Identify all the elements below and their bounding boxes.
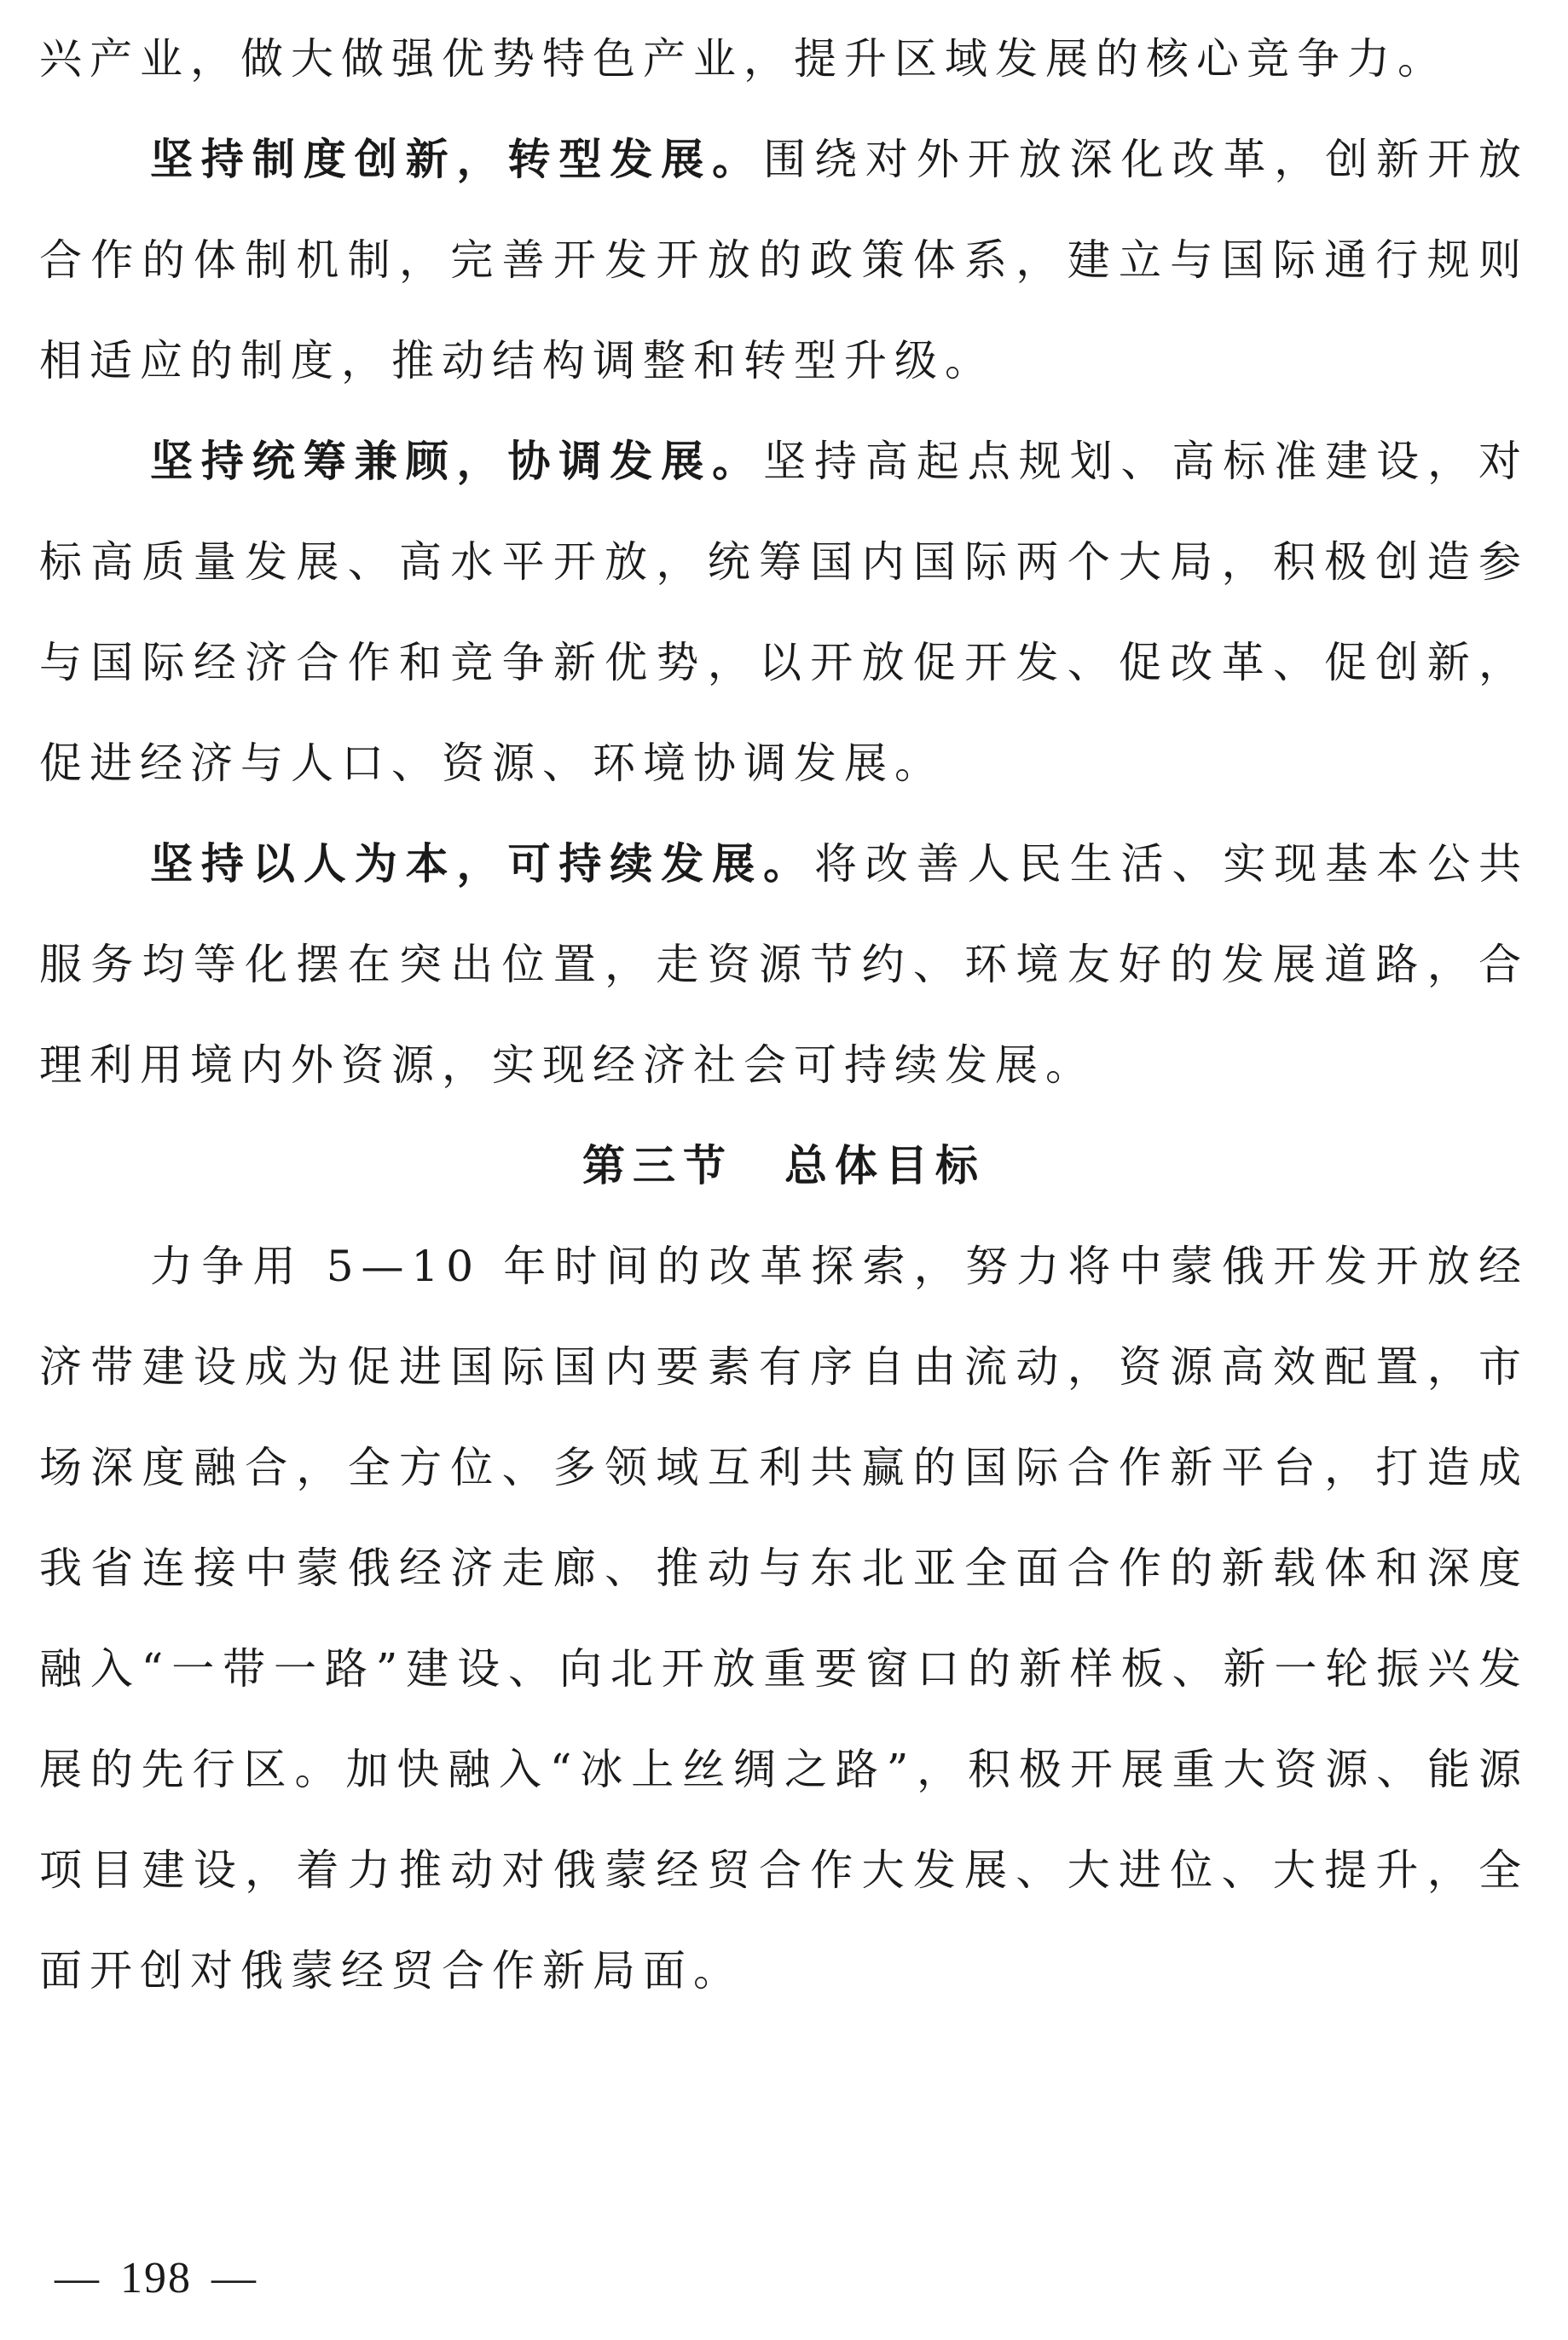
paragraph-body: 围绕对外开放深化改革，创新开放合作的体制机制，完善开发开放的政策体系，建立与国际通行规则相适应的制度，推动结构调整和转型升级。: [39, 135, 1530, 385]
paragraph-coordinated-development: [39, 411, 1529, 814]
paragraph-body: 将改善人民生活、实现基本公共服务均等化摆在突出位置，走资源节约、环境友好的发展道路，合理利用境内外资源，实现经济社会可持续发展。: [39, 839, 1529, 1090]
section-heading: [39, 1115, 1529, 1216]
section-title: 总体目标: [784, 1140, 986, 1190]
document-page: [39, 0, 1529, 2340]
paragraph-lead: 坚持以人为本，可持续发展。: [150, 838, 814, 889]
paragraph-body: 坚持高起点规划、高标准建设，对标高质量发展、高水平开放，统筹国内国际两个大局，积极创造参与国际经济合作和竞争新优势，以开放促开发、促改革、促创新，促进经济与人口、资源、环境协调发展。: [39, 437, 1530, 788]
footer-dash-left: —: [55, 2254, 101, 2302]
section-number: 第三节: [582, 1140, 733, 1190]
paragraph-continuation: 兴产业，做大做强优势特色产业，提升区域发展的核心竞争力。: [39, 34, 1448, 84]
paragraph-people-oriented: [39, 814, 1529, 1115]
footer-dash-right: —: [211, 2254, 257, 2302]
paragraph-lead: 坚持制度创新，转型发展。: [150, 134, 764, 184]
paragraph-overall-goal: 力争用 5—10 年时间的改革探索，努力将中蒙俄开发开放经济带建设成为促进国际国内要素有序自由流动，资源高效配置，市场深度融合，全方位、多领域互利共赢的国际合作新平台，打造成我省连接中蒙俄经济走廊、推动与东北亚全面合作的新载体和深度融入“一带一路”建设、向北开放重要窗口的新样板、新一轮振兴发展的先行区。加快融入“冰上丝绸之路”，积极开展重大资源、能源项目建设，着力推动对俄蒙经贸合作大发展、大进位、大提升，全面开创对俄蒙经贸合作新局面。: [39, 1242, 1529, 1995]
page-number: 198: [120, 2254, 192, 2302]
paragraph-institutional-innovation: [39, 109, 1529, 411]
page-footer: [48, 2253, 264, 2303]
paragraph-lead: 坚持统筹兼顾，协调发展。: [150, 436, 764, 486]
